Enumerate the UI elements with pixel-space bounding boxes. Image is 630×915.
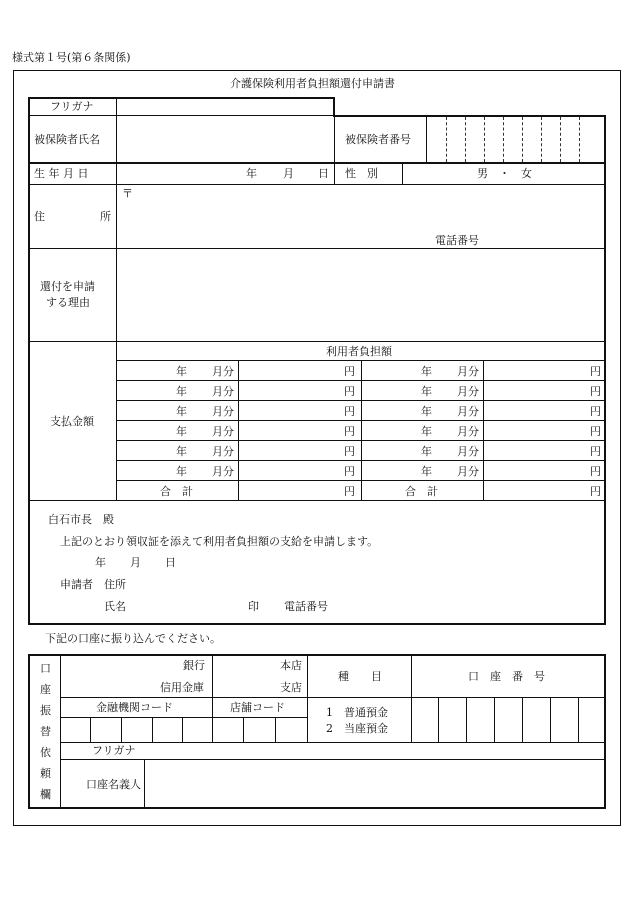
- address-label-2: 所: [100, 210, 111, 223]
- bank-label: 銀行: [183, 659, 205, 672]
- sex-options: 男 ・ 女: [477, 167, 532, 180]
- birthdate-label: 生 年 月 日: [34, 167, 89, 180]
- holder-furigana-label: フリガナ: [92, 744, 136, 757]
- bank-side-1: 口: [40, 662, 51, 675]
- row-year-left: 年: [176, 445, 187, 458]
- bank-side-7: 欄: [40, 788, 51, 801]
- type-option-ordinary: 1 普通預金: [326, 706, 388, 719]
- birth-day: 日: [318, 167, 329, 180]
- head-office-label: 本店: [280, 659, 302, 672]
- row-yen-right: 円: [590, 445, 601, 458]
- account-number-label: 口 座 番 号: [468, 670, 545, 683]
- main-table-left: [28, 97, 30, 625]
- bank-side-5: 依: [40, 746, 51, 759]
- applicant-name-label: 氏名: [104, 600, 126, 613]
- holder-label: 口座名義人: [86, 778, 141, 791]
- birth-month: 月: [283, 167, 294, 180]
- row-year-right: 年: [421, 445, 432, 458]
- row-year-right: 年: [421, 385, 432, 398]
- applicant-address-label: 住所: [104, 578, 126, 591]
- reason-label-2: する理由: [46, 296, 90, 309]
- row-yen-left: 円: [344, 465, 355, 478]
- row-month-right: 月分: [457, 445, 479, 458]
- row-month-right: 月分: [457, 425, 479, 438]
- date-year: 年: [95, 556, 106, 569]
- row-year-left: 年: [176, 405, 187, 418]
- row-yen-left: 円: [344, 385, 355, 398]
- insured-number-label: 被保険者番号: [345, 133, 411, 146]
- applicant-label: 申請者: [60, 578, 93, 591]
- account-type-label: 種 目: [338, 670, 382, 683]
- row-month-right: 月分: [457, 385, 479, 398]
- reason-label-1: 還付を申請: [40, 280, 95, 293]
- payment-label: 支払金額: [50, 415, 94, 428]
- row-yen-right: 円: [590, 385, 601, 398]
- insured-name-label: 被保険者氏名: [34, 133, 100, 146]
- row-year-right: 年: [421, 425, 432, 438]
- phone-label: 電話番号: [435, 234, 479, 247]
- statement: 上記のとおり領収証を添えて利用者負担額の支給を申請します。: [60, 535, 379, 548]
- row-month-left: 月分: [212, 465, 234, 478]
- total-yen-left: 円: [344, 485, 355, 498]
- applicant-phone-label: 電話番号: [284, 600, 328, 613]
- type-option-current: 2 当座預金: [326, 722, 388, 735]
- total-label-left: 合 計: [160, 485, 193, 498]
- row-year-left: 年: [176, 425, 187, 438]
- row-year-right: 年: [421, 365, 432, 378]
- row-month-right: 月分: [457, 365, 479, 378]
- date-month: 月: [130, 556, 141, 569]
- row-year-left: 年: [176, 465, 187, 478]
- shinkin-label: 信用金庫: [160, 681, 204, 694]
- bank-side-3: 振: [40, 704, 51, 717]
- postal-mark: 〒: [122, 187, 133, 200]
- row-month-left: 月分: [212, 445, 234, 458]
- address-label-1: 住: [34, 210, 45, 223]
- bank-side-4: 替: [40, 725, 51, 738]
- row-yen-right: 円: [590, 425, 601, 438]
- seal-label: 印: [248, 600, 259, 613]
- row-month-left: 月分: [212, 365, 234, 378]
- addressee: 白石市長 殿: [48, 513, 114, 526]
- row-year-left: 年: [176, 385, 187, 398]
- birth-year: 年: [246, 167, 257, 180]
- row-yen-right: 円: [590, 465, 601, 478]
- branch-code-label: 店舗コード: [230, 701, 285, 714]
- furigana-label: フリガナ: [50, 100, 94, 113]
- bank-side-2: 座: [40, 683, 51, 696]
- row-yen-left: 円: [344, 425, 355, 438]
- sex-label: 性 別: [345, 167, 378, 180]
- row-yen-right: 円: [590, 365, 601, 378]
- total-label-right: 合 計: [405, 485, 438, 498]
- row-month-right: 月分: [457, 465, 479, 478]
- form-title: 介護保険利用者負担額還付申請書: [230, 77, 395, 90]
- row-year-left: 年: [176, 365, 187, 378]
- payment-header: 利用者負担額: [326, 345, 392, 358]
- row-yen-left: 円: [344, 445, 355, 458]
- row-month-left: 月分: [212, 405, 234, 418]
- row-month-left: 月分: [212, 385, 234, 398]
- form-label: 様式第１号(第６条関係): [12, 51, 131, 64]
- row-yen-right: 円: [590, 405, 601, 418]
- row-year-right: 年: [421, 405, 432, 418]
- row-month-right: 月分: [457, 405, 479, 418]
- institution-code-label: 金融機関コード: [96, 701, 173, 714]
- total-yen-right: 円: [590, 485, 601, 498]
- row-yen-left: 円: [344, 405, 355, 418]
- bank-table-top: [28, 654, 606, 656]
- row-month-left: 月分: [212, 425, 234, 438]
- branch-label: 支店: [280, 681, 302, 694]
- row-yen-left: 円: [344, 365, 355, 378]
- date-day: 日: [165, 556, 176, 569]
- bank-instruction: 下記の口座に振り込んでください。: [45, 632, 221, 645]
- main-table-top: [28, 97, 334, 99]
- row-year-right: 年: [421, 465, 432, 478]
- bank-side-6: 頼: [40, 767, 51, 780]
